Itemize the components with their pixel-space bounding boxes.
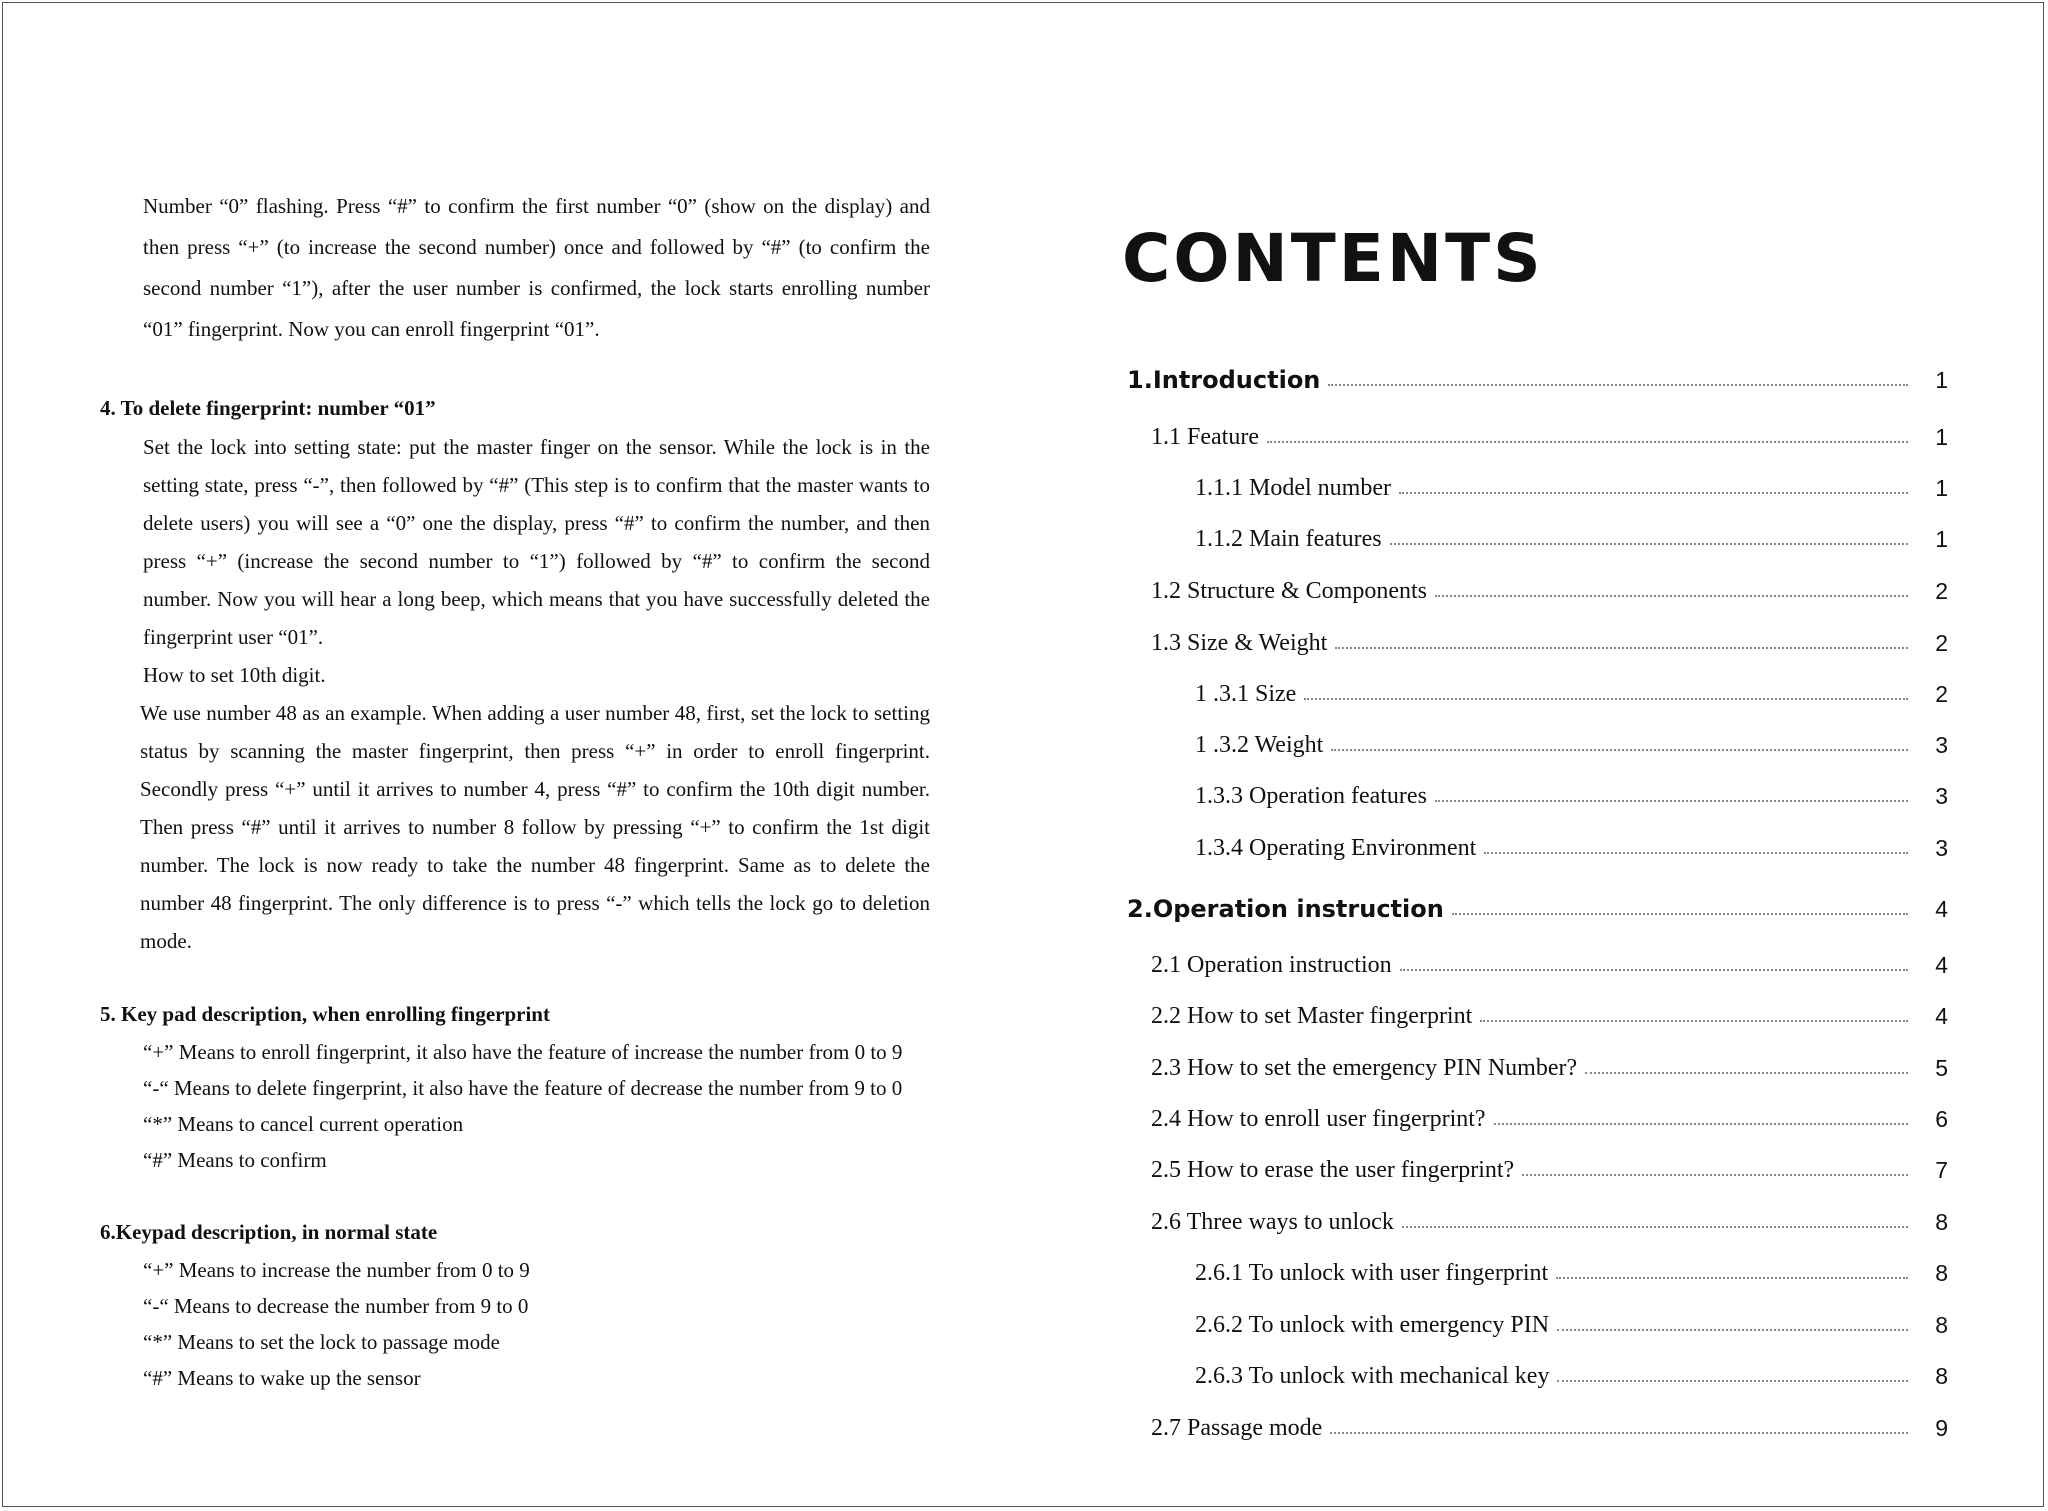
toc-leader [1557,1380,1908,1382]
toc-leader [1494,1123,1908,1125]
toc-page: 1 [1935,424,1948,450]
toc-leader [1399,492,1908,494]
section-5-line: “+” Means to enroll fingerprint, it also have the feature of increase the number from 0 to 9 [143,1040,903,1064]
toc-entry-2-1[interactable] [0,939,1948,979]
toc-entry-1-3-1[interactable] [0,668,1948,708]
section-6-heading: 6.Keypad description, in normal state [100,1220,438,1244]
toc-entry-2-6-1[interactable] [0,1247,1948,1287]
toc-entry-2-7[interactable] [0,1402,1948,1442]
toc-page: 4 [1935,1003,1948,1029]
toc-entry-2[interactable] [0,883,1948,923]
toc-entry-2-6-2[interactable] [0,1299,1948,1339]
toc-label: 1.3 Size & Weight [1151,630,1328,656]
toc-page: 2 [1935,681,1948,707]
toc-page: 2 [1935,578,1948,604]
toc-leader [1330,1432,1908,1434]
toc-label: 2.6.1 To unlock with user fingerprint [1195,1260,1549,1286]
toc-page: 9 [1935,1415,1948,1441]
toc-leader [1267,441,1908,443]
toc-label: 1.1 Feature [1151,424,1259,450]
toc-page: 2 [1935,630,1948,656]
toc-leader [1304,698,1908,700]
toc-leader [1328,384,1908,386]
toc-leader [1435,800,1908,802]
toc-leader [1452,913,1908,915]
toc-leader [1402,1226,1908,1228]
toc-label: 1.Introduction [1127,366,1321,394]
toc-label: 2.7 Passage mode [1151,1415,1323,1441]
section-6-line: “-“ Means to decrease the number from 9 to 0 [143,1294,529,1318]
toc-leader [1435,595,1908,597]
tenth-digit-body: We use number 48 as an example. When adding a user number 48, first, set the lock to setting status by scanning the master fingerprint, then press “+” in order to enroll fingerprint. Secondly press “+” until it arrives to number 4, press “#” to confirm the 10th digit number. Then press “#” until it arrives to number 8 follow by pressing “+” to confirm the 1st digit number. The lock is now ready to take the number 48 fingerprint. Same as to delete the number 48 fingerprint. The only difference is to press “-” which tells the lock go to deletion mode. [140,701,930,953]
toc-label: 2.1 Operation instruction [1151,952,1392,978]
toc-entry-1-3[interactable] [0,617,1948,657]
toc-page: 8 [1935,1312,1948,1338]
toc-label: 2.5 How to erase the user fingerprint? [1151,1157,1515,1183]
toc-entry-1-1-1[interactable] [0,462,1948,502]
toc-leader [1484,852,1908,854]
section-5-line: “-“ Means to delete fingerprint, it also have the feature of decrease the number from 9 to 0 [143,1076,903,1100]
toc-leader [1335,647,1908,649]
section-6-line: “#” Means to wake up the sensor [143,1366,421,1390]
toc-page: 3 [1935,732,1948,758]
section-6-line: “*” Means to set the lock to passage mode [143,1330,500,1354]
toc-page: 1 [1935,526,1948,552]
tenth-digit-title: How to set 10th digit. [143,663,326,687]
toc-entry-1-3-2[interactable] [0,719,1948,759]
toc-page: 3 [1935,835,1948,861]
toc-entry-2-4[interactable] [0,1093,1948,1133]
toc-label: 1.3.4 Operating Environment [1195,835,1477,861]
toc-page: 3 [1935,783,1948,809]
toc-leader [1557,1329,1908,1331]
toc-entry-1-1-2[interactable] [0,513,1948,553]
toc-leader [1556,1277,1908,1279]
toc-entry-1-3-4[interactable] [0,822,1948,862]
toc-label: 2.2 How to set Master fingerprint [1151,1003,1473,1029]
section-4-body: Set the lock into setting state: put the master finger on the sensor. While the lock is in the setting state, press “-”, then followed by “#” (This step is to confirm that the master wants to delete users) you will see a “0” one the display, press “#” to confirm the number, and then press “+” (increase the second number to “1”) followed by “#” to confirm the second number. Now you will hear a long beep, which means that you have successfully deleted the fingerprint user “01”. [143,435,930,649]
toc-leader [1331,749,1908,751]
toc-label: 1.3.3 Operation features [1195,783,1427,809]
toc-label: 2.6.3 To unlock with mechanical key [1195,1363,1550,1389]
toc-label: 1.2 Structure & Components [1151,578,1427,604]
toc-entry-2-6-3[interactable] [0,1350,1948,1390]
section-6-line: “+” Means to increase the number from 0 to 9 [143,1258,530,1282]
section-5-line: “#” Means to confirm [143,1148,327,1172]
toc-entry-1[interactable] [0,354,1948,394]
toc-page: 8 [1935,1260,1948,1286]
section-5-heading: 5. Key pad description, when enrolling fingerprint [100,1002,550,1026]
toc-label: 2.Operation instruction [1127,895,1444,923]
section-4-heading: 4. To delete fingerprint: number “01” [100,396,436,420]
toc-label: 2.3 How to set the emergency PIN Number? [1151,1055,1578,1081]
section-5-line: “*” Means to cancel current operation [143,1112,464,1136]
toc-leader [1480,1020,1908,1022]
toc-leader [1400,969,1908,971]
toc-label: 1 .3.1 Size [1195,681,1297,707]
toc-leader [1585,1072,1908,1074]
toc-leader [1522,1174,1908,1176]
toc-page: 8 [1935,1209,1948,1235]
toc-entry-1-3-3[interactable] [0,770,1948,810]
contents-title: CONTENTS [1122,220,1544,297]
toc-label: 1.1.2 Main features [1195,526,1382,552]
toc-label: 1 .3.2 Weight [1195,732,1324,758]
toc-entry-2-3[interactable] [0,1042,1948,1082]
toc-entry-1-2[interactable] [0,565,1948,605]
toc-page: 8 [1935,1363,1948,1389]
toc-page: 4 [1935,896,1948,922]
toc-page: 5 [1935,1055,1948,1081]
toc-label: 2.4 How to enroll user fingerprint? [1151,1106,1486,1132]
toc-page: 6 [1935,1106,1948,1132]
continuation-paragraph: Number “0” flashing. Press “#” to confirm the first number “0” (show on the display) and then press “+” (to increase the second number) once and followed by “#” (to confirm the second number “1”), after the user number is confirmed, the lock starts enrolling number “01” fingerprint. Now you can enroll fingerprint “01”. [143,194,930,341]
toc-entry-1-1[interactable] [0,411,1948,451]
toc-label: 2.6 Three ways to unlock [1151,1209,1394,1235]
toc-entry-2-2[interactable] [0,990,1948,1030]
toc-entry-2-5[interactable] [0,1144,1948,1184]
toc-label: 1.1.1 Model number [1195,475,1391,501]
toc-page: 1 [1935,475,1948,501]
toc-label: 2.6.2 To unlock with emergency PIN [1195,1312,1550,1338]
toc-leader [1390,543,1908,545]
toc-entry-2-6[interactable] [0,1196,1948,1236]
toc-page: 4 [1935,952,1948,978]
toc-page: 7 [1935,1157,1948,1183]
toc-page: 1 [1935,367,1948,393]
